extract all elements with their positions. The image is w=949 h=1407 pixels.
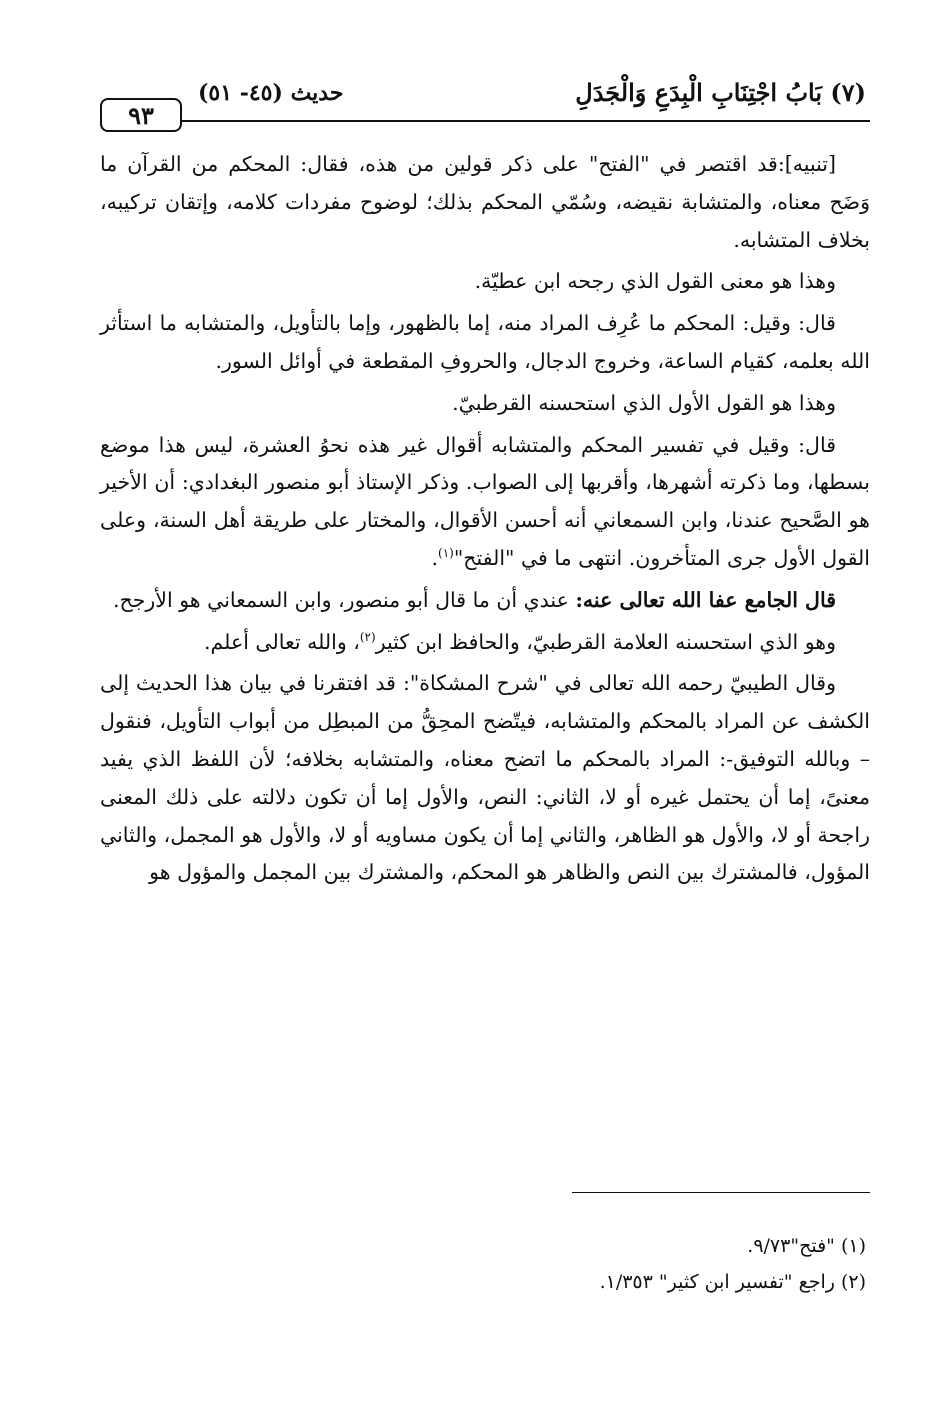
paragraph-ibn-kathir-end: ، والله تعالى أعلم.: [204, 629, 360, 654]
footnote-1: (١) "فتح"٩/٧٣.: [747, 1235, 866, 1257]
paragraph-ibn-atiyya: وهذا هو معنى القول الذي رجحه ابن عطيّة.: [474, 269, 836, 294]
paragraph-ibn-kathir: [100, 624, 870, 662]
chapter-title: (٧) بَابُ اجْتِنَابِ الْبِدَعِ وَالْجَدَلِ: [575, 78, 866, 107]
compiler-text: عندي أن ما قال أبو منصور، وابن السمعاني هو الأرجح.: [112, 587, 576, 612]
paragraph-other-views-text: قال: وقيل في تفسير المحكم والمتشابه أقوال غير هذه نحوُ العشرة، ليس هذا موضع بسطها، وما ذكرته أشهرها، وأقربها إلى الصواب. وذكر الإستاذ أبو منصور البغدادي: أن الأخير هو الصَّحيح عندنا، وابن السمعاني أنه أحسن الأقوال، والمختار على طريقة أهل السنة، وعلى القول الأول جرى المتأخرون. انتهى ما في "الفتح": [100, 432, 870, 570]
footnote-ref-2: (٢): [359, 629, 376, 644]
paragraph-compiler: [100, 582, 870, 620]
hadith-range: حديث (٤٥- ٥١): [198, 80, 344, 106]
paragraph-other-views-end: .: [431, 545, 439, 570]
page-header: [100, 76, 870, 132]
paragraph-second-view: قال: وقيل: المحكم ما عُرِف المراد منه، إما بالظهور، وإما بالتأويل، والمتشابه ما استأثر الله بعلمه، كقيام الساعة، وخروج الدجال، والحروفِ المقطعة في أوائل السور.: [100, 311, 870, 373]
footnote-separator: [572, 1192, 870, 1193]
page-number: ٩٣: [100, 98, 182, 132]
paragraph-other-views: [100, 427, 870, 578]
header-rule: [174, 120, 870, 122]
paragraph-ibn-kathir-text: وهو الذي استحسنه العلامة القرطبيّ، والحافظ ابن كثير: [375, 629, 836, 654]
paragraph-tanbih: [تنبيه]:قد اقتصر في "الفتح" على ذكر قولين من هذه، فقال: المحكم من القرآن ما وَضَح معناه، والمتشابة نقيضه، وسُمّي المحكم بذلك؛ لوضوح مفردات كلامه، وإتقان تركيبه، بخلاف المتشابه.: [100, 152, 870, 252]
footnotes: [100, 1228, 870, 1300]
compiler-label: قال الجامع عفا الله تعالى عنه:: [575, 587, 836, 612]
footnote-2: (٢) راجع "تفسير ابن كثير" ١/٣٥٣.: [599, 1271, 866, 1293]
main-text: [100, 146, 870, 896]
footnote-ref-1: (١): [438, 546, 454, 561]
paragraph-tibi: وقال الطيبيّ رحمه الله تعالى في "شرح المشكاة": قد افتقرنا في بيان هذا الحديث إلى الكشف عن المراد بالمحكم والمتشابه، فيتّضح المحِقُّ من المبطِل من أبواب التأويل، فنقول – وبالله التوفيق-: المراد بالمحكم ما اتضح معناه، والمتشابه بخلافه؛ لأن اللفظ الذي يفيد معنىً، إما أن يحتمل غيره أو لا، الثاني: النص، والأول إما أن تكون دلالته على ذلك المعنى راجحة أو لا، والأول هو الظاهر، والثاني إما أن يكون مساويه أو لا، والأول هو المجمل، والثاني المؤول، فالمشترك بين النص والظاهر هو المحكم، والمشترك بين المجمل والمؤول هو: [100, 671, 870, 885]
paragraph-qurtubi: وهذا هو القول الأول الذي استحسنه القرطبيّ.: [452, 390, 836, 415]
